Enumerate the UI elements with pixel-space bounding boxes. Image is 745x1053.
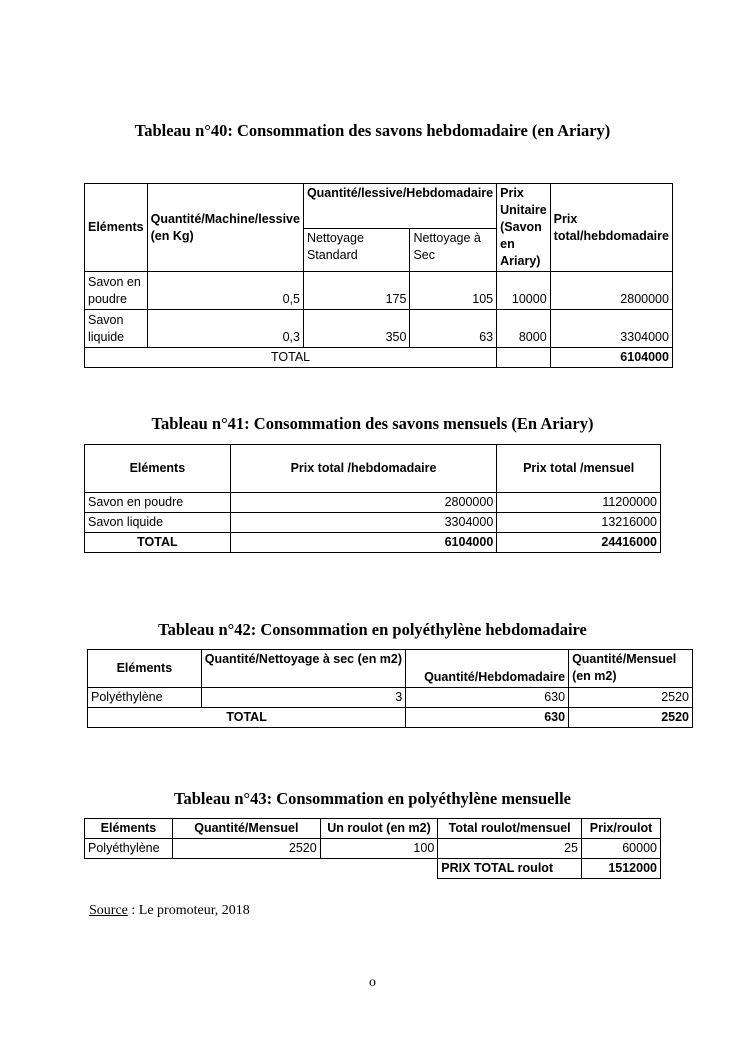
table-row — [85, 839, 661, 859]
table-43-title: Tableau n°43: Consommation en polyéthylène mensuelle — [174, 789, 571, 808]
table-43 — [84, 818, 661, 879]
t43-header-month: Quantité/Mensuel — [172, 819, 320, 839]
t40-row-unit: 8000 — [497, 310, 551, 348]
table-42-title: Tableau n°42: Consommation en polyéthylène hebdomadaire — [158, 620, 587, 639]
t41-total-label: TOTAL — [85, 533, 231, 553]
t43-header-roll: Un roulot (en m2) — [320, 819, 438, 839]
page-number: o — [369, 975, 376, 990]
t40-header-sec: Nettoyage à Sec — [410, 228, 497, 271]
t43-header-price: Prix/roulot — [582, 819, 661, 839]
t40-header-unit-price: Prix Unitaire (Savon en Ariary) — [497, 184, 551, 272]
t42-header-week: Quantité/Hebdomadaire — [406, 650, 569, 688]
t43-empty — [320, 859, 438, 879]
t41-row-month: 11200000 — [497, 493, 661, 513]
t42-row-label: Polyéthylène — [88, 688, 202, 708]
t41-row-label: Savon en poudre — [85, 493, 231, 513]
t41-row-label: Savon liquide — [85, 513, 231, 533]
table-40 — [84, 183, 673, 368]
t40-row-unit: 10000 — [497, 272, 551, 310]
t41-header-week: Prix total /hebdomadaire — [230, 445, 497, 493]
t40-row-std: 175 — [303, 272, 410, 310]
t42-header-elements: Eléments — [88, 650, 202, 688]
table-row — [85, 513, 661, 533]
t43-price-total-value: 1512000 — [582, 859, 661, 879]
t43-row-month: 2520 — [172, 839, 320, 859]
table-row — [85, 493, 661, 513]
table-row — [85, 310, 673, 348]
table-41 — [84, 444, 661, 553]
t41-total-week: 6104000 — [230, 533, 497, 553]
t42-row-month: 2520 — [569, 688, 693, 708]
t41-row-week: 2800000 — [230, 493, 497, 513]
t40-row-sec: 63 — [410, 310, 497, 348]
t40-total-value: 6104000 — [550, 348, 672, 368]
t41-header-elements: Eléments — [85, 445, 231, 493]
t41-row-week: 3304000 — [230, 513, 497, 533]
t40-header-qty-machine: Quantité/Machine/lessive (en Kg) — [147, 184, 303, 272]
t43-row-label: Polyéthylène — [85, 839, 173, 859]
t40-row-total: 2800000 — [550, 272, 672, 310]
table-40-title: Tableau n°40: Consommation des savons hebdomadaire (en Ariary) — [134, 121, 611, 140]
source-label: Source — [89, 903, 128, 918]
t40-row-qty: 0,5 — [147, 272, 303, 310]
t43-header-elements: Eléments — [85, 819, 173, 839]
t40-header-standard: Nettoyage Standard — [303, 228, 410, 271]
t43-row-price: 60000 — [582, 839, 661, 859]
t40-row-std: 350 — [303, 310, 410, 348]
t41-total-month: 24416000 — [497, 533, 661, 553]
t42-row-qty: 3 — [201, 688, 405, 708]
t42-total-week: 630 — [406, 708, 569, 728]
source-note — [89, 903, 250, 919]
t42-total-label: TOTAL — [88, 708, 406, 728]
t41-row-month: 13216000 — [497, 513, 661, 533]
t40-header-elements: Eléments — [85, 184, 148, 272]
table-42 — [87, 649, 693, 728]
t42-header-month: Quantité/Mensuel (en m2) — [569, 650, 693, 688]
t43-empty — [85, 859, 173, 879]
t40-row-label: Savon liquide — [85, 310, 148, 348]
t42-row-week: 630 — [406, 688, 569, 708]
table-row — [88, 688, 693, 708]
t43-price-total-label: PRIX TOTAL roulot — [438, 859, 582, 879]
t43-header-total-roll: Total roulot/mensuel — [438, 819, 582, 839]
t43-empty — [172, 859, 320, 879]
table-41-title: Tableau n°41: Consommation des savons mensuels (En Ariary) — [151, 414, 594, 433]
t42-total-month: 2520 — [569, 708, 693, 728]
t42-header-qty-sec: Quantité/Nettoyage à sec (en m2) — [201, 650, 405, 688]
source-text: : Le promoteur, 2018 — [127, 903, 250, 918]
t40-row-qty: 0,3 — [147, 310, 303, 348]
t43-row-roll: 100 — [320, 839, 438, 859]
t43-row-total-roll: 25 — [438, 839, 582, 859]
t40-row-label: Savon en poudre — [85, 272, 148, 310]
t40-row-sec: 105 — [410, 272, 497, 310]
t40-row-total: 3304000 — [550, 310, 672, 348]
t40-total-empty — [497, 348, 551, 368]
t40-header-total: Prix total/hebdomadaire — [550, 184, 672, 272]
t41-header-month: Prix total /mensuel — [497, 445, 661, 493]
t40-total-label: TOTAL — [85, 348, 497, 368]
t40-header-qty-week: Quantité/lessive/Hebdomadaire — [303, 184, 496, 229]
table-row — [85, 272, 673, 310]
